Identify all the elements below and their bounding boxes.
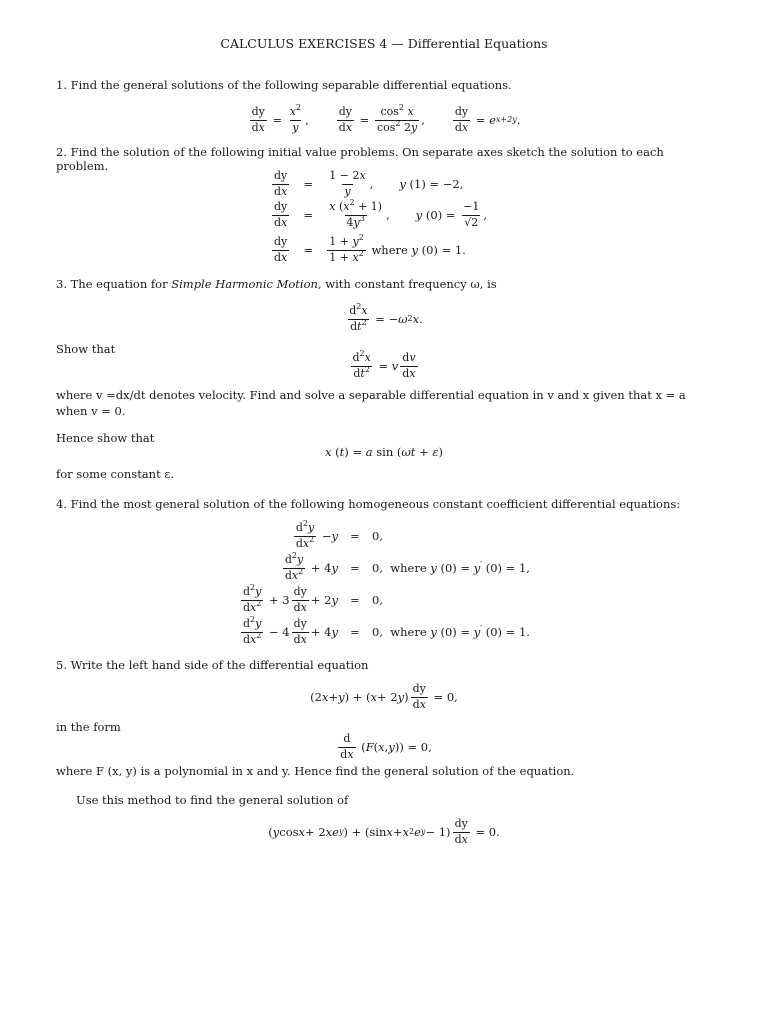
where-label: where bbox=[371, 242, 408, 257]
question-number: 2. bbox=[56, 145, 67, 159]
question-5 bbox=[56, 658, 718, 672]
question-number: 5. bbox=[56, 658, 67, 672]
question-text: Write the left hand side of the differential equation bbox=[70, 658, 369, 672]
acceleration-identity: $\frac{d^2x}{dt^2}$ = v $\frac{dv}{dx}$ bbox=[352, 349, 416, 380]
question-text: Find the general solutions of the following separable differential equations. bbox=[70, 78, 512, 92]
q2-equation-b: $\frac{dy}{dx}$ = $\frac{x (x^2 + 1)}{4y^3}$ , y (0) = $\frac{-1}{√2}$ , bbox=[274, 198, 488, 229]
use-method-text: Use this method to find the general solution of bbox=[76, 793, 349, 807]
q2-equation-a: $\frac{dy}{dx}$ = $\frac{1 - 2x}{y}$ , y (1) = −2, bbox=[274, 169, 464, 198]
shm-solution: x (t) = a sin (ωt + ε) bbox=[325, 445, 443, 459]
constant-note: for some constant ε. bbox=[56, 467, 174, 481]
question-3 bbox=[56, 277, 718, 291]
question-number: 4. bbox=[56, 497, 67, 511]
exact-form-equation: $\frac{d}{dx}$ ( F ( x , y )) = 0, bbox=[340, 732, 432, 761]
question-number: 3. bbox=[56, 277, 67, 291]
question-4 bbox=[56, 497, 718, 511]
shm-equation: $\frac{d^2x}{dt^2}$ = − ω 2 x . bbox=[349, 302, 423, 333]
q4-equation-a: $\frac{d^2y}{dx^2}$ − y = 0, bbox=[295, 519, 383, 550]
q4-equation-c: $\frac{d^2y}{dx^2}$ + 3 $\frac{dy}{dx}$ + 2 y = 0, bbox=[243, 583, 383, 614]
q4-equation-d: $\frac{d^2y}{dx^2}$ − 4 $\frac{dy}{dx}$ + 4 y = 0, where y (0) = y′ (0) = 1. bbox=[243, 615, 530, 646]
question-text-pre: The equation for bbox=[70, 277, 168, 291]
q2-equation-c: $\frac{dy}{dx}$ = $\frac{1 + y^2}{1 + x^2}$ where y (0) = 1. bbox=[274, 233, 466, 264]
question-text: Find the most general solution of the following homogeneous constant coefficient differential equations: bbox=[70, 497, 681, 511]
q5-equation: (2 x + y ) + ( x + 2 y ) $\frac{dy}{dx}$ = 0, bbox=[310, 682, 458, 711]
q4-equation-b: $\frac{d^2y}{dx^2}$ + 4 y = 0, where y (0) = y′ (0) = 1, bbox=[284, 551, 530, 582]
question-1 bbox=[56, 78, 718, 92]
show-that-label: Show that bbox=[56, 342, 116, 356]
in-form-label: in the form bbox=[56, 720, 121, 734]
question-text: Find the solution of the following initial value problems. On separate axes sketch the solution to each problem. bbox=[56, 145, 664, 174]
question-number: 1. bbox=[56, 78, 67, 92]
where-label: where bbox=[390, 560, 427, 575]
question-text-post: with constant frequency ω, is bbox=[325, 277, 497, 291]
q5-final-equation: ( y cos x + 2 xe y ) + (sin x + x 2 e y − 1) $\frac{dy}{dx}$ = 0. bbox=[268, 817, 500, 846]
where-label: where bbox=[390, 624, 427, 639]
question-text-emphasis: Simple Harmonic Motion, bbox=[171, 277, 322, 291]
q3-where-text: where v =dx/dt denotes velocity. Find and solve a separable differential equation in v and x given that x = a when v = 0. bbox=[56, 388, 686, 418]
q5-where-text: where F (x, y) is a polynomial in x and y. Hence find the general solution of the equation. bbox=[56, 764, 575, 778]
page-title: CALCULUS EXERCISES 4 — Differential Equations bbox=[220, 36, 548, 51]
hence-label: Hence show that bbox=[56, 431, 155, 445]
q1-equations: $\frac{dy}{dx}$ = $\frac{x^2}{y}$ , $\frac{dy}{dx}$ = $\frac{\cos^2 x}{\cos^2 2y}$ , $\frac{dy}{dx}$ = e x+2y . bbox=[251, 103, 521, 134]
